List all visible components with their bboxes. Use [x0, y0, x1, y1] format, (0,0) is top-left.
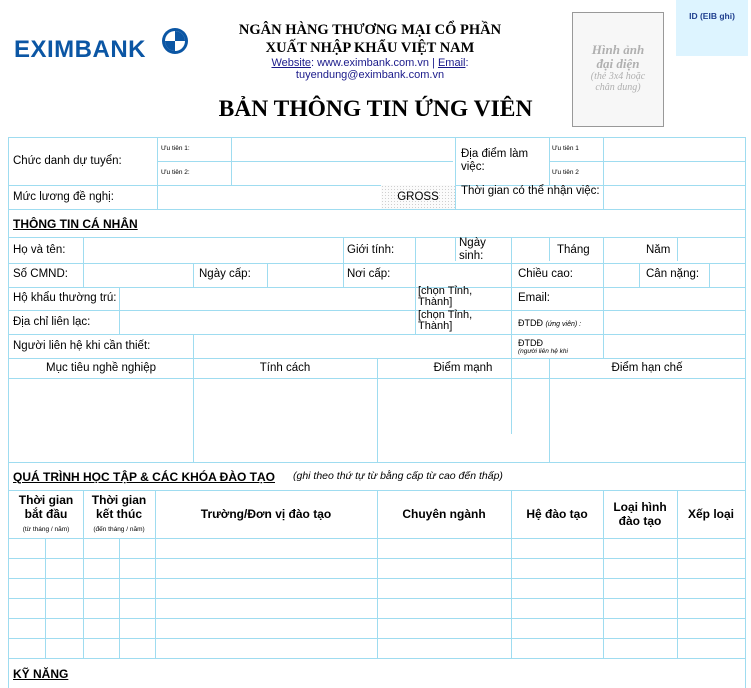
- id-label: ID (EIB ghi): [689, 11, 735, 21]
- household-label: Hộ khẩu thường trú:: [13, 292, 117, 304]
- height-label: Chiều cao:: [518, 268, 573, 280]
- id-number-label: Số CMND:: [13, 268, 68, 280]
- emergency-contact-input[interactable]: [197, 338, 507, 353]
- birth-day-input[interactable]: [515, 242, 547, 257]
- contact-province-select[interactable]: [chọn Tỉnh, Thành]: [418, 309, 473, 332]
- separator: |: [432, 57, 435, 69]
- email-label: Email:: [518, 292, 550, 304]
- eximbank-logo-icon: [160, 26, 190, 56]
- phone-note: (ứng viên) :: [545, 321, 582, 328]
- id-number-input[interactable]: [87, 266, 189, 281]
- grade-header: Xếp loại: [687, 507, 734, 521]
- page-title: BẢN THÔNG TIN ỨNG VIÊN: [218, 96, 533, 122]
- email-label: Email: [437, 57, 466, 69]
- bank-name-line2: XUẤT NHẬP KHẨU VIỆT NAM: [265, 40, 475, 56]
- phone-label: [518, 317, 581, 331]
- household-input[interactable]: [123, 290, 411, 305]
- issue-place-label: Nơi cấp:: [347, 268, 391, 280]
- location-label: Địa điểm làm việc:: [461, 148, 529, 173]
- education-title-text: QUÁ TRÌNH HỌC TẬP & CÁC KHÓA ĐÀO TẠO: [13, 470, 275, 484]
- website-label: Website: [271, 57, 311, 69]
- end-time-note: (đến tháng / năm): [93, 526, 145, 533]
- name-label: Họ và tên:: [13, 244, 66, 256]
- name-input[interactable]: [87, 242, 339, 257]
- household-province-select[interactable]: [chọn Tỉnh, Thành]: [418, 285, 473, 308]
- training-type-header: Loại hình đào tạo: [613, 500, 667, 528]
- weaknesses-input[interactable]: [551, 381, 743, 459]
- start-time-note: (từ tháng / năm): [22, 526, 70, 533]
- weight-label: Cân nặng:: [646, 268, 700, 280]
- start-date-input[interactable]: [607, 191, 741, 205]
- birth-year-input[interactable]: [681, 242, 741, 257]
- weight-input[interactable]: [713, 266, 741, 281]
- id-box: [676, 0, 748, 56]
- location-priority2-input[interactable]: [607, 166, 741, 181]
- education-section-title: [13, 470, 275, 484]
- photo-line4: chân dung): [595, 82, 641, 93]
- emergency-phone-input[interactable]: [607, 338, 741, 353]
- start-date-label: Thời gian có thể nhận việc:: [461, 185, 600, 197]
- personality-input[interactable]: [195, 381, 375, 459]
- salary-label: Mức lương đề nghị:: [13, 191, 114, 203]
- emergency-contact-label: Người liên hệ khi cần thiết:: [13, 340, 151, 352]
- location-priority2-label: Ưu tiên 2: [552, 169, 579, 176]
- career-goal-input[interactable]: [11, 381, 191, 459]
- photo-line2: đại diện: [596, 56, 640, 71]
- major-header: Chuyên ngành: [402, 507, 486, 521]
- phone-label-text: ĐTDĐ: [518, 318, 543, 328]
- emergency-phone-note: (người liên hệ khi: [518, 348, 568, 355]
- end-time-header: Thời gian kết thúc: [91, 493, 147, 521]
- program-header: Hệ đào tạo: [526, 507, 588, 521]
- start-time-header: Thời gian bắt đầu: [18, 493, 74, 521]
- contact-address-label: Địa chỉ liên lạc:: [13, 316, 91, 328]
- application-form: [8, 137, 746, 688]
- photo-line3: (thẻ 3x4 hoặc: [590, 71, 646, 82]
- career-goal-header: Mục tiêu nghề nghiệp: [46, 362, 156, 374]
- skills-section-title: KỸ NĂNG: [13, 667, 69, 681]
- position-priority2-input[interactable]: [235, 166, 451, 181]
- eximbank-logo: EXIMBANK: [14, 36, 147, 63]
- location-priority1-input[interactable]: [607, 142, 741, 157]
- personality-header: Tính cách: [259, 362, 311, 374]
- position-priority1-input[interactable]: [235, 142, 451, 157]
- gender-label: Giới tính:: [347, 244, 395, 256]
- birth-year-label: Năm: [646, 244, 671, 256]
- email-link[interactable]: : tuyendung@eximbank.com.vn: [295, 57, 469, 81]
- position-label: Chức danh dự tuyển:: [13, 155, 122, 167]
- birth-day-label: Ngày sinh:: [459, 237, 486, 262]
- phone-input[interactable]: [607, 314, 741, 329]
- gender-input[interactable]: [419, 242, 451, 257]
- photo-line1: Hình ảnh: [591, 42, 645, 57]
- bank-name-line1: NGÂN HÀNG THƯƠNG MẠI CỔ PHẦN: [238, 22, 502, 38]
- strengths-header: Điểm mạnh: [433, 362, 493, 374]
- issue-date-input[interactable]: [271, 266, 339, 281]
- contact-address-input[interactable]: [123, 314, 411, 329]
- contact-line: [200, 57, 540, 81]
- website-link[interactable]: : www.eximbank.com.vn: [311, 57, 429, 69]
- height-input[interactable]: [607, 266, 635, 281]
- email-input[interactable]: [607, 290, 741, 305]
- education-section-note: (ghi theo thứ tự từ bằng cấp từ cao đến thấp): [293, 470, 503, 482]
- strengths-input[interactable]: [379, 381, 547, 459]
- position-priority1-label: Ưu tiên 1:: [161, 145, 190, 152]
- emergency-phone-label: ĐTDĐ: [518, 338, 543, 348]
- gross-label: GROSS: [381, 185, 455, 209]
- issue-place-input[interactable]: [419, 266, 507, 281]
- birth-month-label: Tháng: [557, 244, 590, 256]
- personal-section-title: THÔNG TIN CÁ NHÂN: [13, 217, 138, 231]
- weaknesses-header: Điểm hạn chế: [611, 362, 683, 374]
- school-header: Trường/Đơn vị đào tạo: [200, 507, 332, 521]
- salary-input[interactable]: [161, 191, 375, 205]
- location-priority1-label: Ưu tiên 1: [552, 145, 579, 152]
- issue-date-label: Ngày cấp:: [199, 268, 251, 280]
- position-priority2-label: Ưu tiên 2:: [161, 169, 190, 176]
